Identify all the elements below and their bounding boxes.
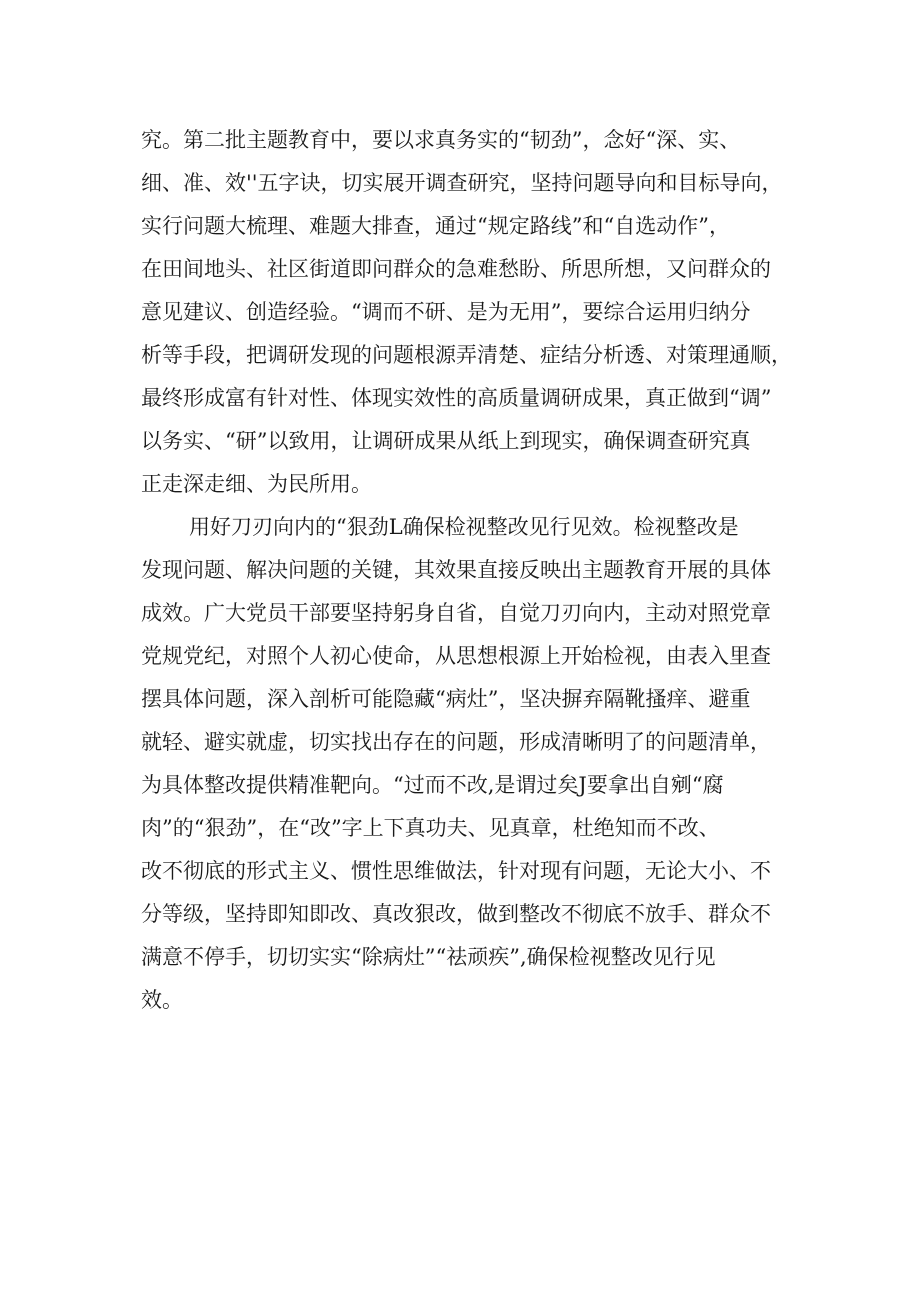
paragraph-2-line-11: 满意不停手，切切实实“除病灶”“祛顽疾”,确保检视整改见行见 [141,945,716,969]
paragraph-2-line-5: 摆具体问题，深入剖析可能隐藏“病灶”，坚决摒弃隔靴搔痒、避重 [141,687,751,711]
paragraph-2-line-3: 成效。广大党员干部要坚持躬身自省，自觉刀刃向内，主动对照党章 [141,601,771,625]
paragraph-2-line-10: 分等级，坚持即知即改、真改狠改，做到整改不彻底不放手、群众不 [141,902,771,926]
paragraph-1-line-4: 在田间地头、社区街道即问群众的急难愁盼、所思所想，又问群众的 [141,257,771,281]
paragraph-1-line-6: 析等手段，把调研发现的问题根源弄清楚、症结分析透、对策理通顺， [141,343,792,367]
paragraph-1-line-2: 细、准、效''五字诀，切实展开调查研究，坚持问题导向和目标导向， [141,171,783,195]
paragraph-1-line-8: 以务实、“研”以致用，让调研成果从纸上到现实，确保调查研究真 [141,429,751,453]
paragraph-2-line-4: 党规党纪，对照个人初心使命，从思想根源上开始检视，由表入里查 [141,644,771,668]
paragraph-1-line-1: 究。第二批主题教育中，要以求真务实的“韧劲”，念好“深、实、 [141,128,741,152]
paragraph-2-line-2: 发现问题、解决问题的关键，其效果直接反映出主题教育开展的具体 [141,558,771,582]
paragraph-1-line-7: 最终形成富有针对性、体现实效性的高质量调研成果，真正做到“调” [141,386,772,410]
paragraph-1-line-3: 实行问题大梳理、难题大排查，通过“规定路线”和“自选动作”， [141,214,730,238]
paragraph-2-line-6: 就轻、避实就虚，切实找出存在的问题，形成清晰明了的问题清单， [141,730,771,754]
paragraph-2-line-8: 肉”的“狠劲”，在“改”字上下真功夫、见真章，杜绝知而不改、 [141,816,720,840]
paragraph-1-line-9: 正走深走细、为民所用。 [141,472,372,496]
paragraph-1-line-5: 意见建议、创造经验。“调而不研、是为无用”，要综合运用归纳分 [141,300,751,324]
paragraph-2-line-12: 效。 [141,988,183,1012]
paragraph-2-line-9: 改不彻底的形式主义、惯性思维做法，针对现有问题，无论大小、不 [141,859,771,883]
paragraph-2-line-1: 用好刀刃向内的“狠劲L确保检视整改见行见效。检视整改是 [189,515,739,539]
paragraph-2-line-7: 为具体整改提供精准靶向。“过而不改,是谓过矣J要拿出自剜“腐 [141,773,724,797]
